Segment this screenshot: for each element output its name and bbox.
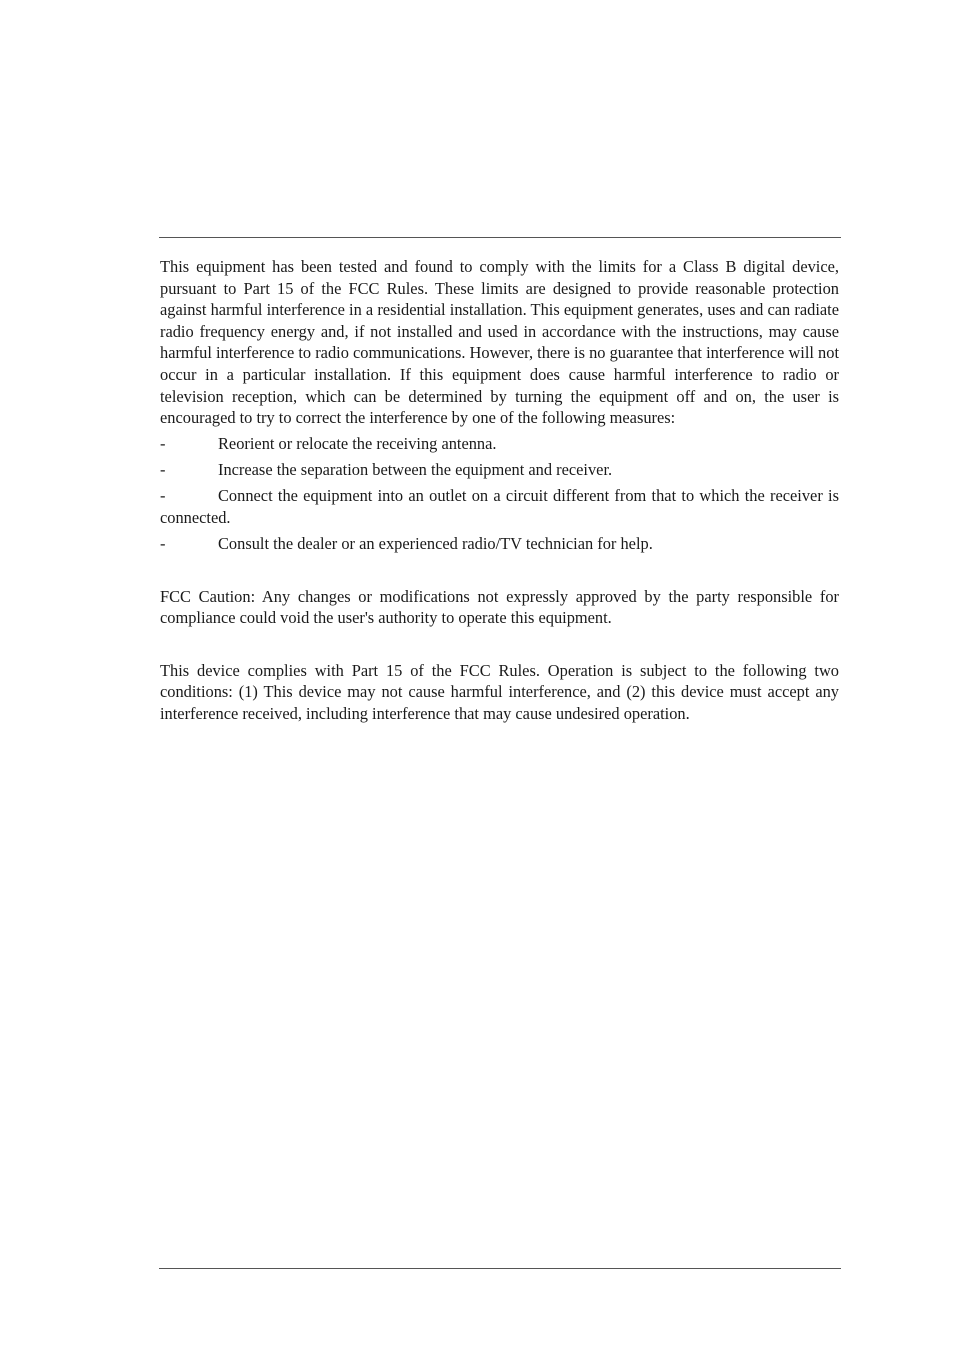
list-item: [160, 533, 839, 555]
list-dash: -: [160, 486, 166, 506]
compliance-paragraph: This device complies with Part 15 of the FCC Rules. Operation is subject to the following two conditions: (1) This device may not cause harmful interference, and (2) this device must accept any interference received, including interference that may cause undesired operation.: [160, 660, 839, 723]
measure-text: Increase the separation between the equipment and receiver.: [218, 459, 613, 479]
fcc-caution-paragraph: FCC Caution: Any changes or modifications not expressly approved by the party responsible for compliance could void the user's authority to operate this equipment.: [160, 586, 839, 628]
header-rule: [159, 237, 841, 238]
list-dash: -: [160, 459, 166, 479]
list-item: [160, 433, 839, 455]
list-dash: -: [160, 433, 166, 453]
intro-paragraph: This equipment has been tested and found to comply with the limits for a Class B digital device, pursuant to Part 15 of the FCC Rules. These limits are designed to provide reasonable protection against harmful interference in a residential installation. This equipment generates, uses and can radiate radio frequency energy and, if not installed and used in accordance with the instructions, may cause harmful interference to radio communications. However, there is no guarantee that interference will not occur in a particular installation. If this equipment does cause harmful interference to radio or television reception, which can be determined by turning the equipment off and on, the user is encouraged to try to correct the interference by one of the following measures:: [160, 257, 839, 428]
list-dash: -: [160, 533, 166, 553]
measures-list: [160, 433, 839, 555]
measure-text: Consult the dealer or an experienced radio/TV technician for help.: [218, 533, 653, 553]
measure-text: Reorient or relocate the receiving antenna.: [218, 433, 497, 453]
document-body: [160, 256, 839, 724]
list-item: [160, 459, 839, 481]
list-item: [160, 485, 839, 528]
measure-text: Connect the equipment into an outlet on a circuit different from that to which the receiver is connected.: [160, 486, 839, 527]
footer-rule: [159, 1268, 841, 1269]
